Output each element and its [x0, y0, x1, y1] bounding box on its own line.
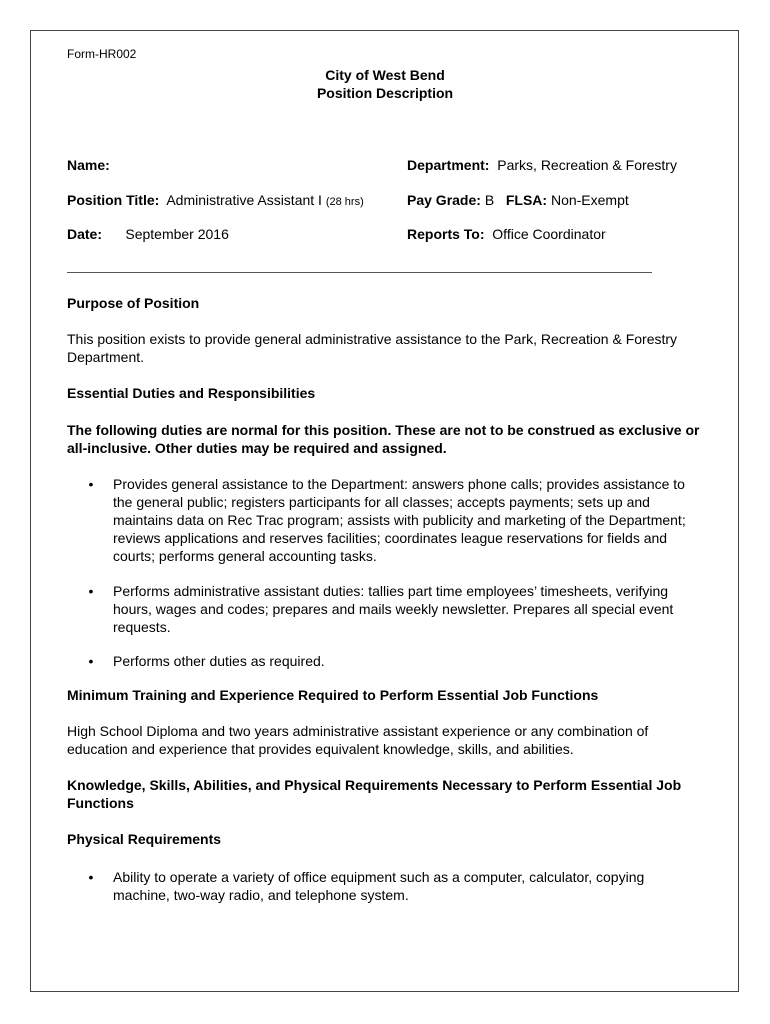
pay-grade-value: B	[484, 192, 495, 208]
bullet-icon: •	[88, 653, 94, 669]
training-title: Minimum Training and Experience Required to Perform Essential Job Functions	[67, 687, 599, 703]
department-field	[407, 156, 677, 174]
bullet-icon: •	[88, 476, 94, 492]
date-field	[67, 225, 229, 243]
date-value: September 2016	[125, 226, 229, 242]
duty-text: Performs administrative assistant duties: tallies part time employees’ timesheets, verifying hours, wages and codes; prepares and mails weekly newsletter. Prepares all special event requests.	[113, 583, 674, 635]
pay-grade-label: Pay Grade:	[407, 192, 481, 208]
position-title-label: Position Title:	[67, 192, 160, 208]
name-label: Name:	[67, 157, 110, 173]
pay-grade-field	[407, 191, 629, 209]
bullet-icon: •	[88, 869, 94, 885]
reports-to-field	[407, 225, 606, 243]
city-heading: City of West Bend	[325, 67, 445, 83]
duties-title: Essential Duties and Responsibilities	[67, 385, 316, 401]
physical-title: Physical Requirements	[67, 831, 222, 847]
ksa-title: Knowledge, Skills, Abilities, and Physical Requirements Necessary to Perform Essential Job Functions	[67, 777, 682, 811]
flsa-label: FLSA:	[505, 192, 548, 208]
purpose-title: Purpose of Position	[67, 295, 200, 311]
position-title-value: Administrative Assistant I	[166, 192, 322, 208]
duties-disclaimer: The following duties are normal for this position. These are not to be construed as exclusive or all-inclusive. Other duties may be required and assigned.	[67, 422, 700, 456]
department-label: Department:	[407, 157, 490, 173]
position-title-hours: (28 hrs)	[325, 196, 364, 208]
name-field	[67, 156, 110, 174]
reports-to-label: Reports To:	[407, 226, 485, 242]
date-label: Date:	[67, 226, 103, 242]
form-code: Form-HR002	[67, 47, 137, 61]
header-divider	[67, 272, 652, 273]
department-value: Parks, Recreation & Forestry	[497, 157, 677, 173]
reports-to-value: Office Coordinator	[492, 226, 606, 242]
duty-text: Provides general assistance to the Department: answers phone calls; provides assistance to the general public; registers participants for all classes; accepts payments; sets up and maintains data on Rec Trac program; assists with publicity and marketing of the Department; reviews applications and reserves facilities; coordinates league reservations for fields and courts; performs general accounting tasks.	[113, 476, 686, 564]
purpose-text: This position exists to provide general administrative assistance to the Park, Recreation & Forestry Department.	[67, 331, 678, 365]
bullet-icon: •	[88, 583, 94, 599]
document-title: Position Description	[316, 85, 454, 101]
physical-requirement-text: Ability to operate a variety of office equipment such as a computer, calculator, copying machine, two-way radio, and telephone system.	[113, 869, 645, 903]
flsa-value: Non-Exempt	[550, 192, 629, 208]
training-text: High School Diploma and two years administrative assistant experience or any combination of education and experience that provides equivalent knowledge, skills, and abilities.	[67, 723, 649, 757]
position-title-field	[67, 191, 364, 211]
duty-text: Performs other duties as required.	[113, 653, 325, 669]
